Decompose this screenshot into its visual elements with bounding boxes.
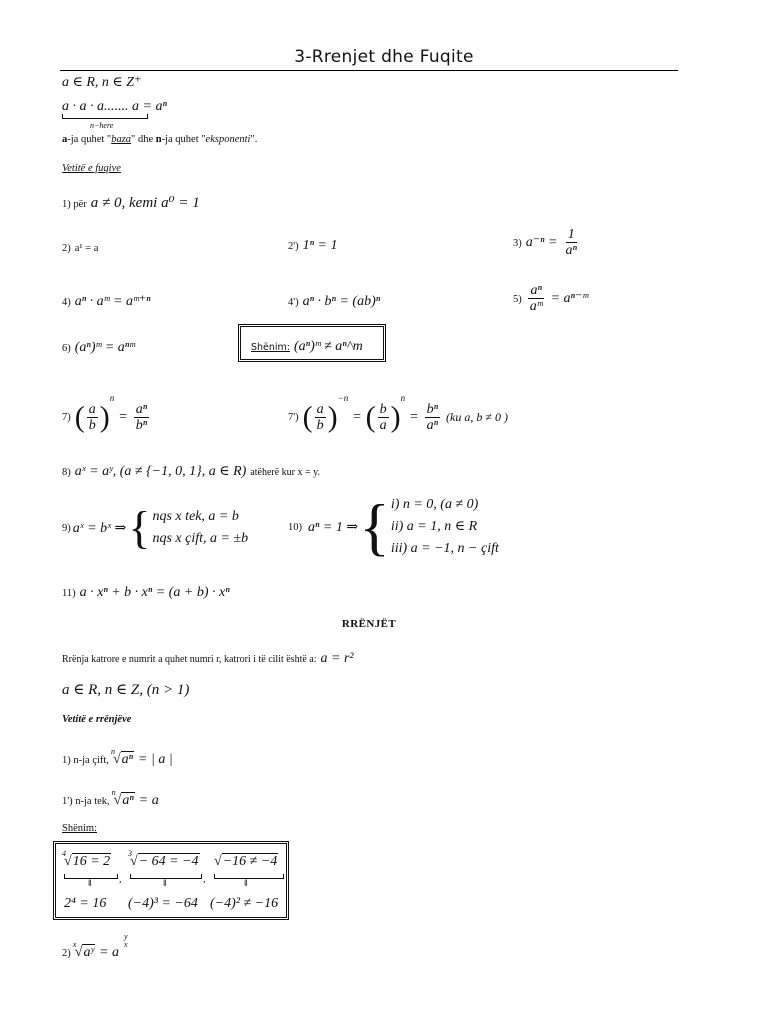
p3-label: 3) [513,238,522,250]
power-rule-1 [62,193,200,212]
r1-label: 1) n-ja çift, [62,755,109,766]
power-rule-2 [62,238,98,256]
p7-exp: n [109,392,115,403]
r2-exp-den: x [123,940,128,949]
r2-exp-num: y [123,932,128,941]
p11-expr: a · xⁿ + b · xⁿ = (a + b) · xⁿ [79,585,230,600]
p5-den: aᵐ [529,299,543,314]
title-rule [60,70,678,71]
ex1-arrow: ⇓ [86,878,94,888]
example-2-bottom: (−4)³ = −64 [128,896,198,911]
shenim1-expr: (aⁿ)ᵐ ≠ aⁿ^m [294,339,363,354]
r1b-index: n [111,788,116,797]
ex2-arrow: ⇓ [161,878,169,888]
power-rule-7b: 7') ( $\frac{a}{b}$ )$^{-n}$ = ( $\frac{b}{a}$ )$^n$ = $\frac{\text{bⁿ}}{\text{aⁿ}}$ (ku a, b ≠ 0 ) [288,392,508,434]
p2b-label: 2') [288,241,299,252]
p7-result-fraction [134,402,149,433]
p6-label: 6) [62,343,71,354]
p3-lhs: a⁻ⁿ = [525,235,558,251]
p5-num: aⁿ [530,283,542,298]
roots-definition [62,649,354,667]
p1-expr: a ≠ 0, kemi a⁰ = 1 [90,195,200,211]
power-rule-3 [513,227,581,258]
r2-label: 2) [62,948,71,959]
r1-root-sign: √ [112,752,121,767]
p3-num: 1 [567,227,575,242]
example-1-top [62,849,111,870]
p9-cases [152,506,248,550]
p7b-b2: b [379,402,387,417]
r2-radical: x √aʸ [72,940,95,960]
r1-radical [110,747,134,768]
shenim-box-powers [238,324,386,362]
desc-mid3: -ja quhet " [161,134,206,145]
page-title: 3-Rrenjet dhe Fuqite [294,47,474,67]
shenim-box-roots [53,841,289,920]
p10-case3: iii) a = −1, n − çift [390,541,499,556]
product-lhs: a · a · a....... a [62,99,139,114]
power-rule-4b [288,292,380,310]
p7-inner-fraction [87,402,98,433]
roots-props-heading: Vetitë e rrënjëve [62,714,132,725]
ex2-top: − 64 = −4 [138,854,199,869]
r1-index: n [110,747,115,756]
p9-case2: nqs x çift, a = ±b [152,531,249,546]
p2-expr: a¹ = a [74,243,99,254]
p1-label: 1) për [62,199,87,210]
p7b-a2: a [379,418,387,433]
power-rule-6 [62,338,135,356]
ex1-top: 16 = 2 [72,854,111,869]
sep-1: , [119,874,122,885]
r2-exponent [122,933,130,949]
power-rule-2b [288,236,338,254]
p7b-rnum: bⁿ [426,402,439,417]
root-rule-1b [62,788,159,809]
roots-def-expr: a = r² [320,651,354,666]
p8-expr: aˣ = aʸ, (a ≠ {−1, 0, 1}, a ∈ R) [74,464,247,479]
roots-def-text: Rrënja katrore e numrit a quhet numri r, katrori i të cilit është a: [62,654,317,665]
p5-rhs: = aⁿ⁻ᵐ [550,291,589,307]
p7b-cond: (ku a, b ≠ 0 ) [446,410,508,424]
p9-label: 9) [62,522,71,534]
desc-mid2: " dhe [131,134,156,145]
power-rule-5 [513,283,588,314]
ex2-index: 3 [128,849,132,858]
example-2-top [128,849,200,870]
p8-label: 8) [62,467,71,478]
sep-2: , [203,874,206,885]
desc-mid1: -ja quhet " [67,134,112,145]
desc-eksp: eksponenti [205,134,251,145]
example-3-bottom: (−4)² ≠ −16 [210,896,279,911]
p3-den: aⁿ [565,243,577,258]
p7b-frac2 [378,402,389,433]
r2-index: x [72,940,77,949]
intro-description [62,134,257,145]
p7b-exp1: −n [337,392,349,403]
ex3-radical: √−16 ≠ −4 [214,854,278,869]
ex2-radical: 3 √− 64 = −4 [128,849,199,869]
desc-n: n [155,134,162,145]
p7-b: b [88,418,96,433]
p5-label: 5) [513,294,522,306]
p11-label: 11) [62,588,76,599]
intro-line1: a ∈ R, n ∈ Z⁺ [62,75,142,90]
p5-fraction [528,283,545,314]
p10-lhs: aⁿ = 1 ⇒ [308,519,359,535]
ex1-index: 4 [62,849,66,858]
shenim1 [251,337,363,355]
r1b-label: 1') n-ja tek, [62,796,110,807]
p7-rnum: aⁿ [135,402,148,417]
powers-heading: Vetitë e fuqive [62,163,121,174]
r2-radicand: aʸ [83,945,95,960]
p10-case1: i) n = 0, (a ≠ 0) [390,497,479,512]
p7-a: a [88,402,96,417]
root-rule-2 [62,932,132,961]
p7-rparen: ) [99,400,110,434]
power-rule-11 [62,583,230,601]
power-rule-10 [288,491,499,562]
p9-lhs: aˣ = bˣ ⇒ [72,520,127,536]
p7b-exp2: n [400,392,406,403]
p7b-frac1 [315,402,326,433]
p10-cases [391,494,499,560]
p4b-label: 4') [288,297,299,308]
p10-label: 10) [288,521,302,533]
p10-brace: { [359,491,390,562]
shenim2-label: Shënim: [62,823,98,834]
roots-heading: RRËNJËT [341,618,397,630]
r2-rhs: = a [99,945,119,960]
power-rule-8 [62,462,320,480]
underbrace [62,114,148,119]
p9-brace: { [128,502,151,553]
p7b-a1: a [316,402,324,417]
p7b-b1: b [316,418,324,433]
p7-rden: bⁿ [135,418,148,433]
ex3-arrow: ⇓ [242,878,250,888]
desc-baza: baza [111,134,132,145]
ex1-radical: 4 √16 = 2 [62,849,111,869]
r1b-radical: n √aⁿ [111,788,134,808]
p7-label: 7) [62,412,71,423]
example-1-bottom: 2⁴ = 16 [64,896,107,911]
p8-tail: atëherë kur x = y. [250,467,320,478]
p7b-label: 7') [288,412,299,423]
power-rule-4 [62,292,151,310]
p7b-result-fraction [425,402,440,433]
root-rule-1 [62,747,173,768]
intro-product [62,99,167,115]
product-rhs: = aⁿ [142,99,167,114]
r1b-radicand: aⁿ [122,793,134,808]
shenim1-label: Shënim: [251,342,291,353]
p4-label: 4) [62,297,71,308]
p7b-rden: aⁿ [426,418,439,433]
p2b-expr: 1ⁿ = 1 [302,238,338,253]
p4-expr: aⁿ · aᵐ = aᵐ⁺ⁿ [74,294,151,309]
p4b-expr: aⁿ · bⁿ = (ab)ⁿ [302,294,381,309]
p7-lparen: ( [74,400,85,434]
r1b-rhs: = a [138,793,159,808]
underbrace-label: n−here [90,121,114,130]
p6-expr: (aⁿ)ᵐ = aⁿᵐ [74,340,136,355]
power-rule-7: 7) ( $\frac{a}{b}$ )$^n$ = $\frac{\text{aⁿ}}{\text{bⁿ}}$ [62,392,148,434]
example-3-top [214,854,278,870]
roots-domain: a ∈ R, n ∈ Z, (n > 1) [62,682,190,698]
p9-case1: nqs x tek, a = b [152,509,239,524]
p3-fraction [564,227,579,258]
power-rule-9 [62,502,249,553]
desc-end: ". [250,134,258,145]
desc-a: a [62,134,68,145]
r1-rhs: = | a | [138,752,173,767]
p2-label: 2) [62,243,71,254]
p10-case2: ii) a = 1, n ∈ R [390,519,478,534]
ex3-top: −16 ≠ −4 [222,854,278,869]
r1-radicand: aⁿ [121,752,134,767]
